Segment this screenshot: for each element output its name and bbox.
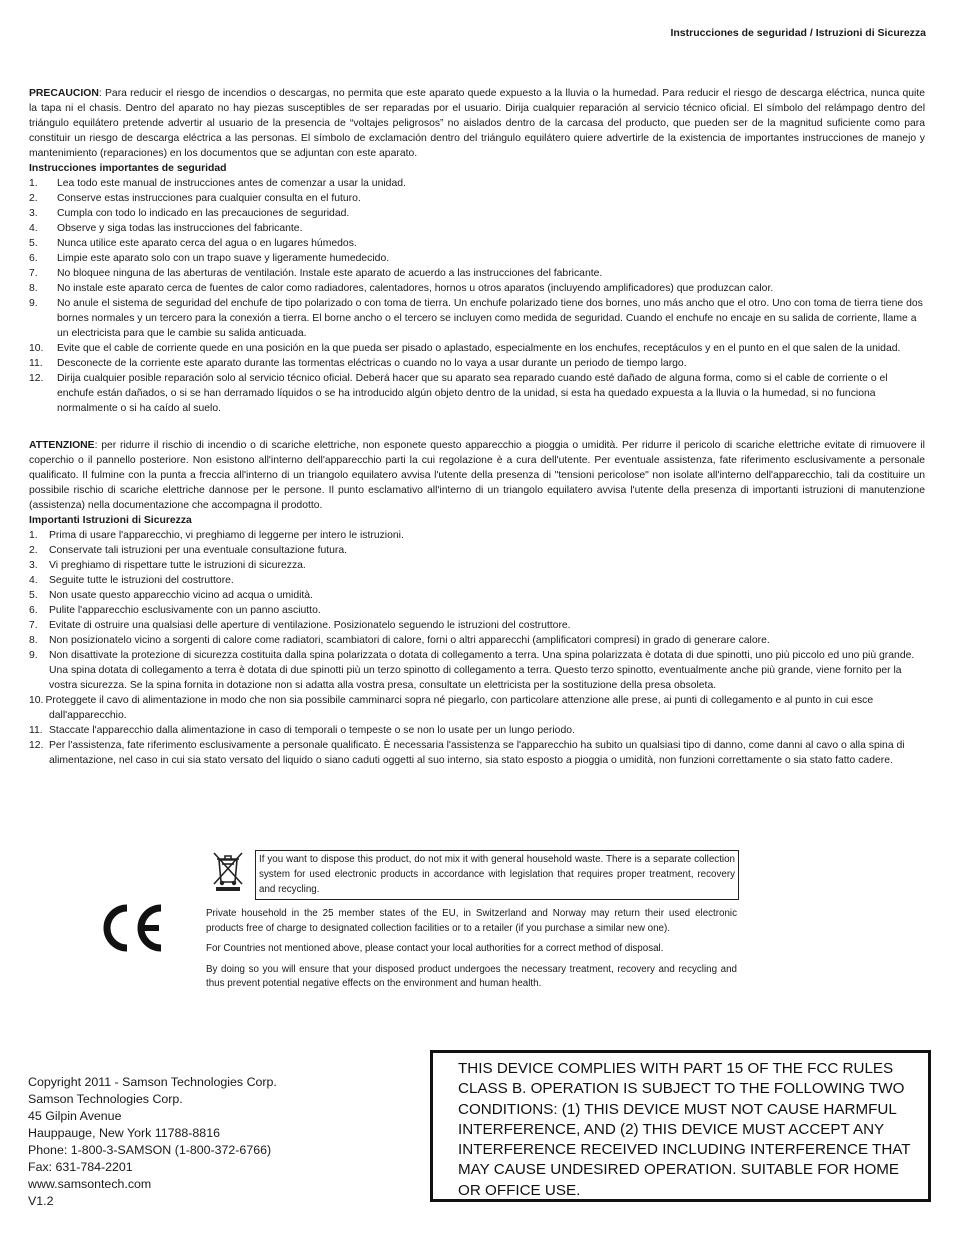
item-text: Seguite tutte le istruzioni del costruttore. [49,575,234,586]
street-address: 45 Gilpin Avenue [28,1109,122,1123]
item-text: Staccate l'apparecchio dalla alimentazione in caso di temporali o tempeste o se non lo usate per un lungo periodo. [49,725,575,736]
item-number: 7. [29,268,38,279]
list-item [29,221,925,236]
list-item [29,176,925,191]
list-item [29,588,925,603]
item-text: Evitate di ostruire una qualsiasi delle aperture di ventilazione. Posizionatelo seguendo le istruzioni del costruttore. [49,620,571,631]
item-number: 6. [29,605,38,616]
item-number: 9. [29,650,38,661]
eu-disposal-info [206,907,737,998]
item-text: Proteggete il cavo di alimentazione in modo che non sia possibile camminarci sopra né piegarlo, con particolare attenzione alle prese, ai punti di collegamento e al punto in cui esce dall'apparecchio. [45,695,874,721]
spanish-safety-section [29,86,925,416]
list-item [29,528,925,543]
item-number: 5. [29,238,38,249]
item-number: 9. [29,298,38,309]
website-url: www.samsontech.com [28,1177,152,1191]
item-number: 1. [29,178,38,189]
item-text: Pulite l'apparecchio esclusivamente con un panno asciutto. [49,605,321,616]
item-text: No anule el sistema de seguridad del enchufe de tipo polarizado o con toma de tierra. Un enchufe polarizado tiene dos bornes, uno más ancho que el otro. Uno con toma de tierra tiene dos bornes normales y un tercero para la conexión a tierra. El borne ancho o el tercero se incluyen como medida de seguridad. Cuando el enchufe no encaje en su salida de corriente, llame a un electricista para que le cambie su salida anticuada. [57,298,923,339]
item-text: Non usate questo apparecchio vicino ad acqua o umidità. [49,590,313,601]
list-item [29,296,925,341]
item-number: 12. [29,740,44,751]
copyright-line: Copyright 2011 - Samson Technologies Corp. [28,1075,277,1089]
item-number: 2. [29,193,38,204]
italian-caution-text: : per ridurre il rischio di incendio o di scariche elettriche, non esponete questo apparecchio a pioggia o umidità. Per ridurre il pericolo di scariche elettriche evitate di rimuovere il coperchio o il pannello posteriore. Non esistono all'interno dell'apparecchio parti la cui regolazione è a cura dell'utente. Per eventuale assistenza, fate riferimento esclusivamente a personale qualificato. Il fulmine con la punta a freccia all'interno di un triangolo equilatero avvisa l'utente della presenza di "tensioni pericolose" non isolate all'interno dell'apparecchio, tali da costituire un possibile rischio di scariche elettriche dannose per le persone. Il punto esclamativo all'interno di un triangolo equilatero avvisa l'utente della presenza di importanti istruzioni di manutenzione (assistenza) nella documentazione che accompagna il prodotto. [29,440,925,511]
italian-instructions-heading: Importanti Istruzioni di Sicurezza [29,515,192,526]
eu-disposal-paragraph: By doing so you will ensure that your disposed product undergoes the necessary treatment, recovery and recycling and thus prevent potential negative effects on the environment and human health. [206,963,737,989]
list-item [29,281,925,296]
item-text: Dirija cualquier posible reparación solo al servicio técnico oficial. Deberá hacer que su aparato sea reparado cuando esté dañado de alguna forma, como si el cable de corriente o el enchufe están dañados, o si se han derramado líquidos o se ha introducido algún objeto dentro de la unidad, si esta ha quedado expuesta a la lluvia o la humedad, si no funciona normalmente o si ha caído al suelo. [57,373,888,414]
page-header-title: Instrucciones de seguridad / Istruzioni di Sicurezza [670,27,926,39]
item-text: Conservate tali istruzioni per una eventuale consultazione futura. [49,545,348,556]
phone-number: Phone: 1-800-3-SAMSON (1-800-372-6766) [28,1143,272,1157]
item-text: No bloquee ninguna de las aberturas de ventilación. Instale este aparato de acuerdo a las instrucciones del fabricante. [57,268,603,279]
spanish-instructions-list [29,176,925,416]
crossed-out-wheelie-bin-icon [210,850,246,892]
item-number: 8. [29,283,38,294]
item-number: 3. [29,560,38,571]
list-item [29,693,925,723]
item-number: 11. [29,358,43,369]
item-text: Non posizionatelo vicino a sorgenti di calore come radiatori, scambiatori di calore, forni o altri apparecchi (amplificatori compresi) in grado di generare calore. [49,635,770,646]
fax-number: Fax: 631-784-2201 [28,1160,133,1174]
italian-caution-paragraph [29,438,925,513]
city-state-zip: Hauppauge, New York 11788-8816 [28,1126,220,1140]
spanish-instructions-heading: Instrucciones importantes de seguridad [29,163,227,174]
list-item [29,648,925,693]
item-text: Desconecte de la corriente este aparato durante las tormentas eléctricas o cuando no lo vaya a usar durante un periodo de tiempo largo. [57,358,687,369]
italian-instructions-list [29,528,925,768]
list-item [29,371,925,416]
item-text: No instale este aparato cerca de fuentes de calor como radiadores, calentadores, hornos u otros aparatos (incluyendo amplificadores) que produzcan calor. [57,283,774,294]
company-name: Samson Technologies Corp. [28,1092,183,1106]
eu-disposal-paragraph: Private household in the 25 member states of the EU, in Switzerland and Norway may return their used electronic products free of charge to designated collection facilities or to a retailer (if you purchase a similar new one). [206,908,737,934]
company-contact-block [28,1074,277,1210]
list-item [29,633,925,648]
eu-disposal-paragraph: For Countries not mentioned above, please contact your local authorities for a correct method of disposal. [206,943,664,954]
item-text: Observe y siga todas las instrucciones del fabricante. [57,223,303,234]
item-number: 2. [29,545,38,556]
item-text: Prima di usare l'apparecchio, vi preghiamo di leggerne per intero le istruzioni. [49,530,404,541]
list-item [29,206,925,221]
list-item [29,543,925,558]
list-item [29,723,925,738]
item-number: 5. [29,590,38,601]
item-number: 12. [29,373,44,384]
item-number: 3. [29,208,38,219]
item-number: 6. [29,253,38,264]
version-label: V1.2 [28,1194,54,1208]
list-item [29,558,925,573]
fcc-compliance-text: THIS DEVICE COMPLIES WITH PART 15 OF THE FCC RULES CLASS B. OPERATION IS SUBJECT TO THE FOLLOWING TWO CONDITIONS: (1) THIS DEVICE MUST NOT CAUSE HARMFUL INTERFERENCE, AND (2) THIS DEVICE MUST ACCEPT ANY INTERFERENCE RECEIVED INCLUDING INTERFERENCE THAT MAY CAUSE UNDESIRED OPERATION. SUITABLE FOR HOME OR OFFICE USE. [458,1060,911,1199]
spanish-caution-paragraph [29,86,925,161]
list-item [29,573,925,588]
item-number: 11. [29,725,43,736]
italian-caution-label: ATTENZIONE [29,440,95,451]
item-text: Cumpla con todo lo indicado en las precauciones de seguridad. [57,208,350,219]
ce-mark-logo [97,902,165,954]
item-text: Limpie este aparato solo con un trapo suave y ligeramente humedecido. [57,253,390,264]
weee-disposal-notice-box: If you want to dispose this product, do not mix it with general household waste. There is a separate collection system for used electronic products in accordance with legislation that requires proper treatment, recovery and recycling. [255,850,739,900]
list-item [29,603,925,618]
spanish-caution-text: : Para reducir el riesgo de incendios o descargas, no permita que este aparato quede expuesto a la lluvia o la humedad. Para reducir el riesgo de descarga eléctrica, nunca quite la tapa ni el chasis. Dentro del aparato no hay piezas susceptibles de ser reparadas por el usuario. Dirija cualquier reparación al servicio técnico oficial. El símbolo del relámpago dentro del triángulo equilátero pretende advertir al usuario de la presencia de “voltajes peligrosos” no aislados dentro de la carcasa del producto, que pueden ser de la magnitud suficiente como para constituir un riesgo de descarga eléctrica a las personas. El símbolo de exclamación dentro del triángulo equilátero quiere advertirle de la existencia de importantes instrucciones de manejo y mantenimiento (reparaciones) en los documentos que se adjuntan con este aparato. [29,88,925,159]
list-item [29,356,925,371]
list-item [29,618,925,633]
item-text: Vi preghiamo di rispettare tutte le istruzioni di sicurezza. [49,560,306,571]
item-text: Non disattivate la protezione di sicurezza costituita dalla spina polarizzata o dotata di collegamento a terra. Una spina polarizzata è dotata di due spinotti, uno più piccolo ed uno più grande. Una spina dotata di collegamento a terra è dotata di due spinotti più un terzo spinotto di collegamento a terra. Questo terzo spinotto, eventualmente anche più grande, viene fornito per la vostra sicurezza. Se la spina fornita in dotazione non si adatta alla vostra presa, consultate un elettricista per la sostituzione della presa obsoleta. [49,650,915,691]
item-number: 4. [29,575,38,586]
item-number: 7. [29,620,38,631]
item-text: Conserve estas instrucciones para cualquier consulta en el futuro. [57,193,361,204]
spanish-caution-label: PRECAUCION [29,88,99,99]
item-number: 10. [29,695,44,706]
item-text: Nunca utilice este aparato cerca del agua o en lugares húmedos. [57,238,357,249]
item-text: Per l'assistenza, fate riferimento esclusivamente a personale qualificato. È necessaria l'assistenza se l'apparecchio ha subito un qualsiasi tipo di danno, come danni al cavo o alla spina di alimentazione, nel caso in cui sia stato versato del liquido o siano caduti oggetti al suo interno, sia stato esposto a pioggia o umidità, non funzioni correttamente o sia stato fatto cadere. [49,740,905,766]
item-number: 8. [29,635,38,646]
item-number: 10. [29,343,44,354]
item-text: Evite que el cable de corriente quede en una posición en la que pueda ser pisado o aplastado, especialmente en los enchufes, receptáculos y en el punto en el que salen de la unidad. [57,343,901,354]
list-item [29,266,925,281]
list-item [29,341,925,356]
list-item [29,251,925,266]
item-number: 1. [29,530,38,541]
list-item [29,738,925,768]
item-number: 4. [29,223,38,234]
item-text: Lea todo este manual de instrucciones antes de comenzar a usar la unidad. [57,178,406,189]
italian-safety-section [29,438,925,768]
fcc-compliance-box [430,1050,931,1202]
list-item [29,191,925,206]
list-item [29,236,925,251]
